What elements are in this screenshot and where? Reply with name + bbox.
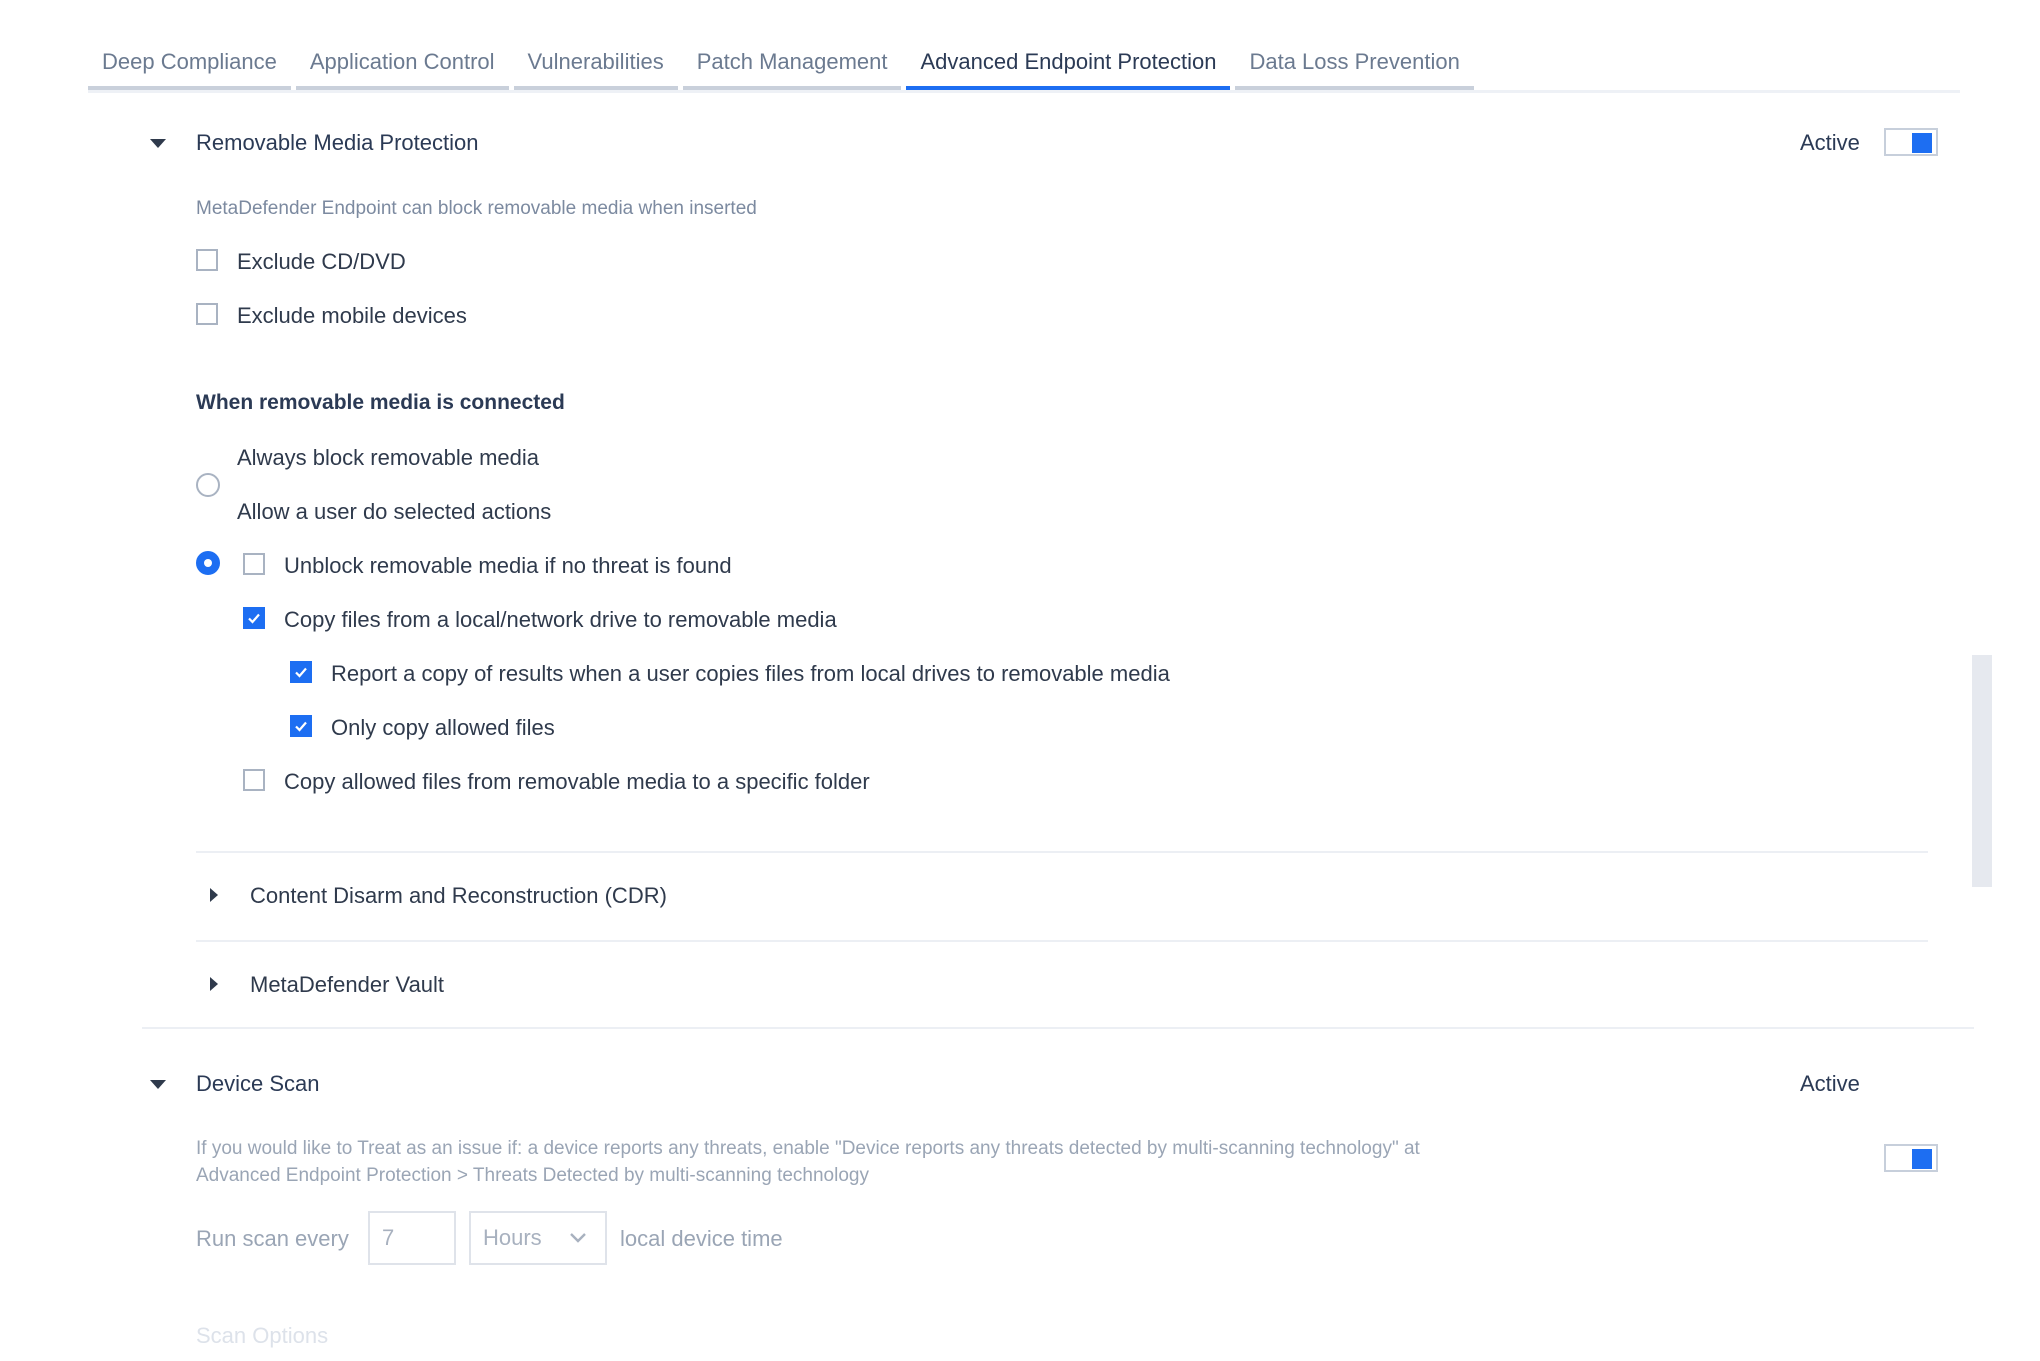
scrollbar-thumb[interactable]	[1972, 655, 1992, 887]
device-scan-description-line1: If you would like to Treat as an issue if: a device reports any threats, enable "Device reports any threats detected by multi-scanning technology" at	[196, 1138, 1420, 1159]
removable-media-title: Removable Media Protection	[196, 130, 479, 155]
expand-caret-icon[interactable]	[210, 977, 218, 991]
run-scan-label: Run scan every	[196, 1226, 349, 1251]
allow-user-radio[interactable]	[196, 551, 220, 575]
device-scan-active-toggle[interactable]	[1884, 1144, 1938, 1172]
device-scan-active-label: Active	[1800, 1071, 1860, 1096]
allow-user-label: Allow a user do selected actions	[237, 499, 552, 524]
local-device-time-label: local device time	[620, 1226, 783, 1251]
device-scan-title: Device Scan	[196, 1071, 320, 1096]
toggle-knob	[1912, 1149, 1932, 1169]
tab-deep-compliance[interactable]: Deep Compliance	[88, 44, 291, 90]
removable-media-active-label: Active	[1800, 130, 1860, 155]
tab-patch-management[interactable]: Patch Management	[683, 44, 902, 90]
toggle-knob	[1912, 133, 1932, 153]
exclude-cd-checkbox[interactable]	[196, 249, 218, 271]
checkmark-icon	[293, 664, 309, 680]
tab-bar	[88, 44, 1960, 93]
scan-unit-select[interactable]	[469, 1211, 607, 1265]
scan-interval-input[interactable]: 7	[368, 1211, 456, 1265]
divider	[196, 940, 1928, 942]
divider	[196, 851, 1928, 853]
only-allowed-checkbox[interactable]	[290, 715, 312, 737]
expand-caret-icon[interactable]	[210, 888, 218, 902]
tab-advanced-endpoint-protection[interactable]: Advanced Endpoint Protection	[906, 44, 1230, 90]
scan-options-heading: Scan Options	[196, 1323, 329, 1348]
tab-data-loss-prevention[interactable]: Data Loss Prevention	[1235, 44, 1473, 90]
exclude-mobile-label: Exclude mobile devices	[237, 303, 467, 328]
copy-to-folder-checkbox[interactable]	[243, 769, 265, 791]
report-copy-checkbox[interactable]	[290, 661, 312, 683]
exclude-cd-label: Exclude CD/DVD	[237, 249, 406, 274]
collapse-caret-icon[interactable]	[150, 1080, 166, 1089]
when-connected-heading: When removable media is connected	[196, 391, 565, 414]
cdr-section-label[interactable]: Content Disarm and Reconstruction (CDR)	[250, 883, 667, 908]
section-divider	[142, 1027, 1974, 1029]
report-copy-label: Report a copy of results when a user copies files from local drives to removable media	[331, 661, 1170, 686]
copy-to-removable-checkbox[interactable]	[243, 607, 265, 629]
always-block-radio[interactable]	[196, 473, 220, 497]
tab-vulnerabilities[interactable]: Vulnerabilities	[514, 44, 678, 90]
device-scan-description-line2: Advanced Endpoint Protection > Threats Detected by multi-scanning technology	[196, 1165, 869, 1186]
unblock-if-no-threat-checkbox[interactable]	[243, 553, 265, 575]
collapse-caret-icon[interactable]	[150, 139, 166, 148]
removable-media-active-toggle[interactable]	[1884, 128, 1938, 156]
checkmark-icon	[293, 718, 309, 734]
unblock-if-no-threat-label: Unblock removable media if no threat is found	[284, 553, 732, 578]
removable-media-description: MetaDefender Endpoint can block removable media when inserted	[196, 198, 757, 219]
scan-unit-value: Hours	[483, 1225, 542, 1250]
always-block-label: Always block removable media	[237, 445, 540, 470]
copy-to-folder-label: Copy allowed files from removable media to a specific folder	[284, 769, 870, 794]
copy-to-removable-label: Copy files from a local/network drive to removable media	[284, 607, 837, 632]
only-allowed-label: Only copy allowed files	[331, 715, 555, 740]
tab-application-control[interactable]: Application Control	[296, 44, 509, 90]
vault-section-label[interactable]: MetaDefender Vault	[250, 972, 445, 997]
checkmark-icon	[246, 610, 262, 626]
chevron-down-icon	[569, 1231, 587, 1245]
exclude-mobile-checkbox[interactable]	[196, 303, 218, 325]
